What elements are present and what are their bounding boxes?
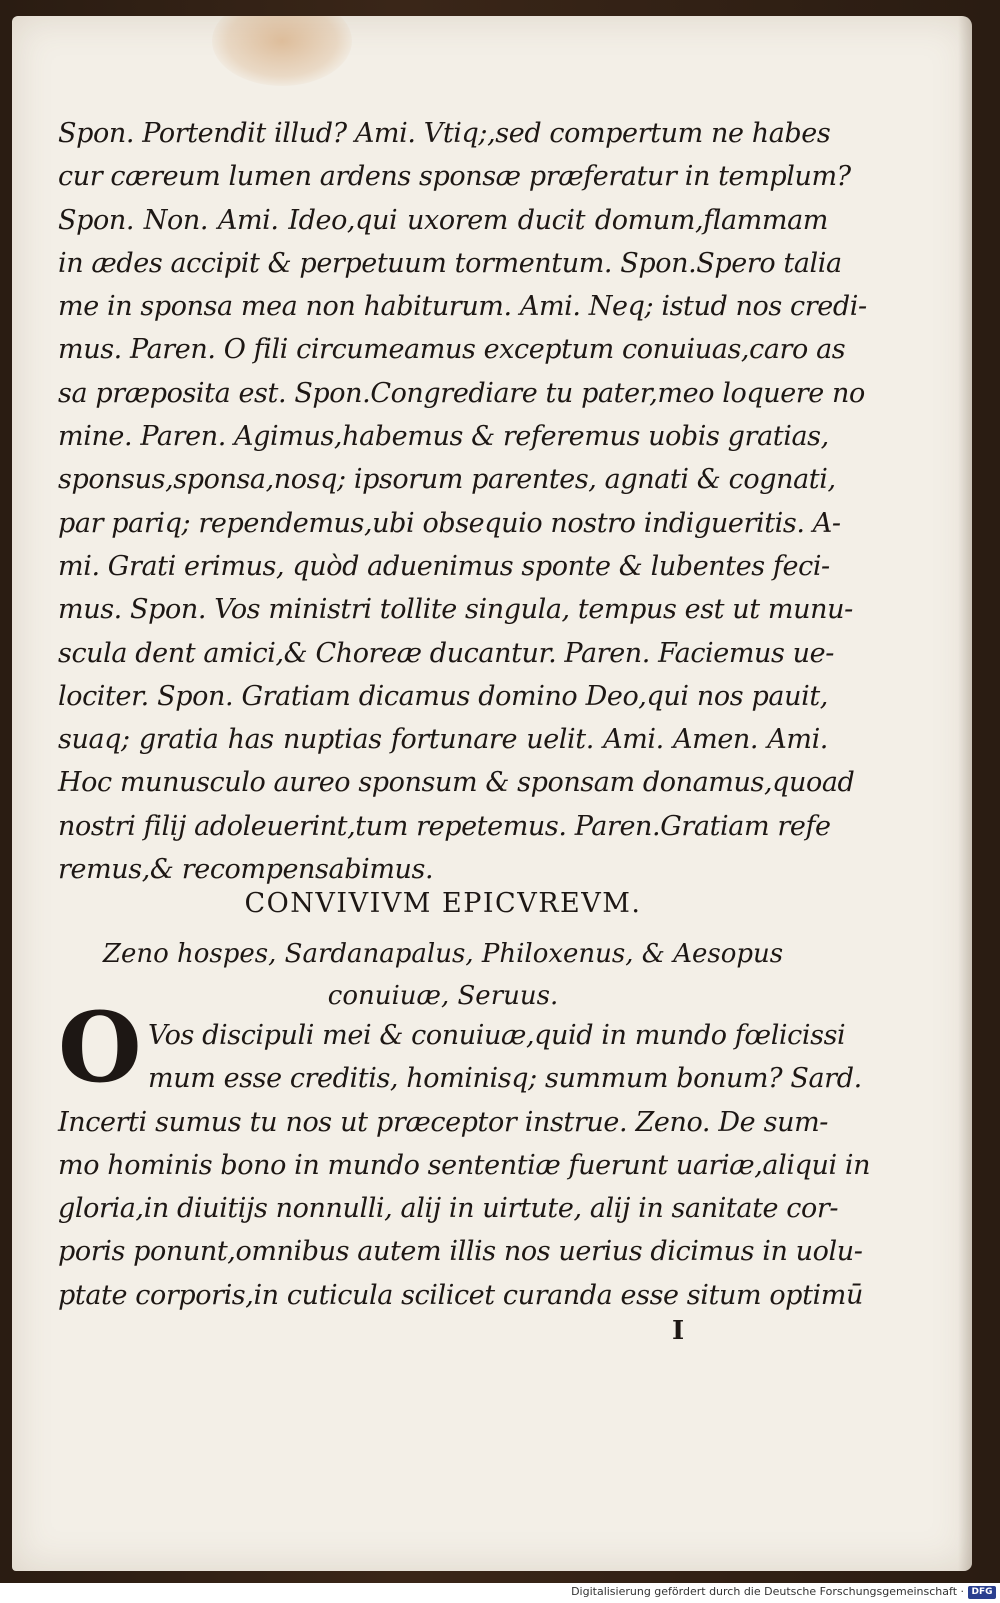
text-line: poris ponunt,omnibus autem illis nos uerius dicimus in uolu- xyxy=(58,1236,863,1268)
section-heading: CONVIVIVM EPICVREVM. xyxy=(244,888,642,919)
digitization-footer xyxy=(0,1583,1000,1603)
text-line: sponsus,sponsa,nosq; ipsorum parentes, agnati & cognati, xyxy=(58,464,836,496)
text-line: in ædes accipit & perpetuum tormentum. Spon.Spero talia xyxy=(58,247,842,279)
text-line: remus,& recompensabimus. xyxy=(58,854,434,886)
text-line: par pariq; rependemus,ubi obsequio nostro indigueritis. A- xyxy=(58,507,841,539)
text-line: Incerti sumus tu nos ut præceptor instrue. Zeno. De sum- xyxy=(58,1106,828,1138)
text-line: gloria,in diuitijs nonnulli, alij in uirtute, alij in sanitate cor- xyxy=(58,1193,839,1225)
text-line: Hoc munusculo aureo sponsum & sponsam donamus,quoad xyxy=(58,767,855,799)
text-line: mo hominis bono in mundo sententiæ fuerunt uariæ,aliqui in xyxy=(58,1149,871,1181)
text-line: mus. Paren. O fili circumeamus exceptum conuiuas,caro as xyxy=(58,334,846,366)
top-text-block xyxy=(58,112,867,891)
text-line: mus. Spon. Vos ministri tollite singula, tempus est ut munu- xyxy=(58,594,853,626)
dfg-logo-icon: DFG xyxy=(968,1586,996,1599)
text-line: Spon. Non. Ami. Ideo,qui uxorem ducit domum,flammam xyxy=(58,204,828,236)
text-line: Vos discipuli mei & conuiuæ,quid in mundo fœlicissi xyxy=(148,1020,846,1051)
text-line: Spon. Portendit illud? Ami. Vtiq;,sed compertum ne habes xyxy=(58,118,831,149)
drop-cap-initial: O xyxy=(58,991,142,1104)
persons-line: Zeno hospes, Sardanapalus, Philoxenus, & Aesopus xyxy=(102,939,784,969)
text-line: mine. Paren. Agimus,habemus & referemus uobis gratias, xyxy=(58,421,829,453)
text-line: me in sponsa mea non habiturum. Ami. Neq; istud nos credi- xyxy=(58,291,867,323)
funding-credit: Digitalisierung gefördert durch die Deutsche Forschungsgemeinschaft · xyxy=(571,1585,964,1598)
text-line: lociter. Spon. Gratiam dicamus domino Deo,qui nos pauit, xyxy=(58,680,828,712)
text-line: ptate corporis,in cuticula scilicet curanda esse situm optimū xyxy=(58,1279,863,1311)
text-line: mi. Grati erimus, quòd aduenimus sponte & lubentes feci- xyxy=(58,550,830,582)
bottom-text-block xyxy=(58,1014,871,1317)
text-line: sa præposita est. Spon.Congrediare tu pater,meo loquere no xyxy=(58,377,865,409)
page-signature-number: I xyxy=(672,1316,685,1346)
persons-line: conuiuæ, Seruus. xyxy=(327,981,559,1011)
text-line: scula dent amici,& Choreæ ducantur. Paren. Faciemus ue- xyxy=(58,637,834,669)
text-line: mum esse creditis, hominisq; summum bonum? Sard. xyxy=(148,1063,862,1095)
text-line: cur cæreum lumen ardens sponsæ præferatur in templum? xyxy=(58,161,851,193)
text-line: nostri filij adoleuerint,tum repetemus. Paren.Gratiam refe xyxy=(58,810,831,842)
text-line: suaq; gratia has nuptias fortunare uelit. Ami. Amen. Ami. xyxy=(58,724,828,756)
